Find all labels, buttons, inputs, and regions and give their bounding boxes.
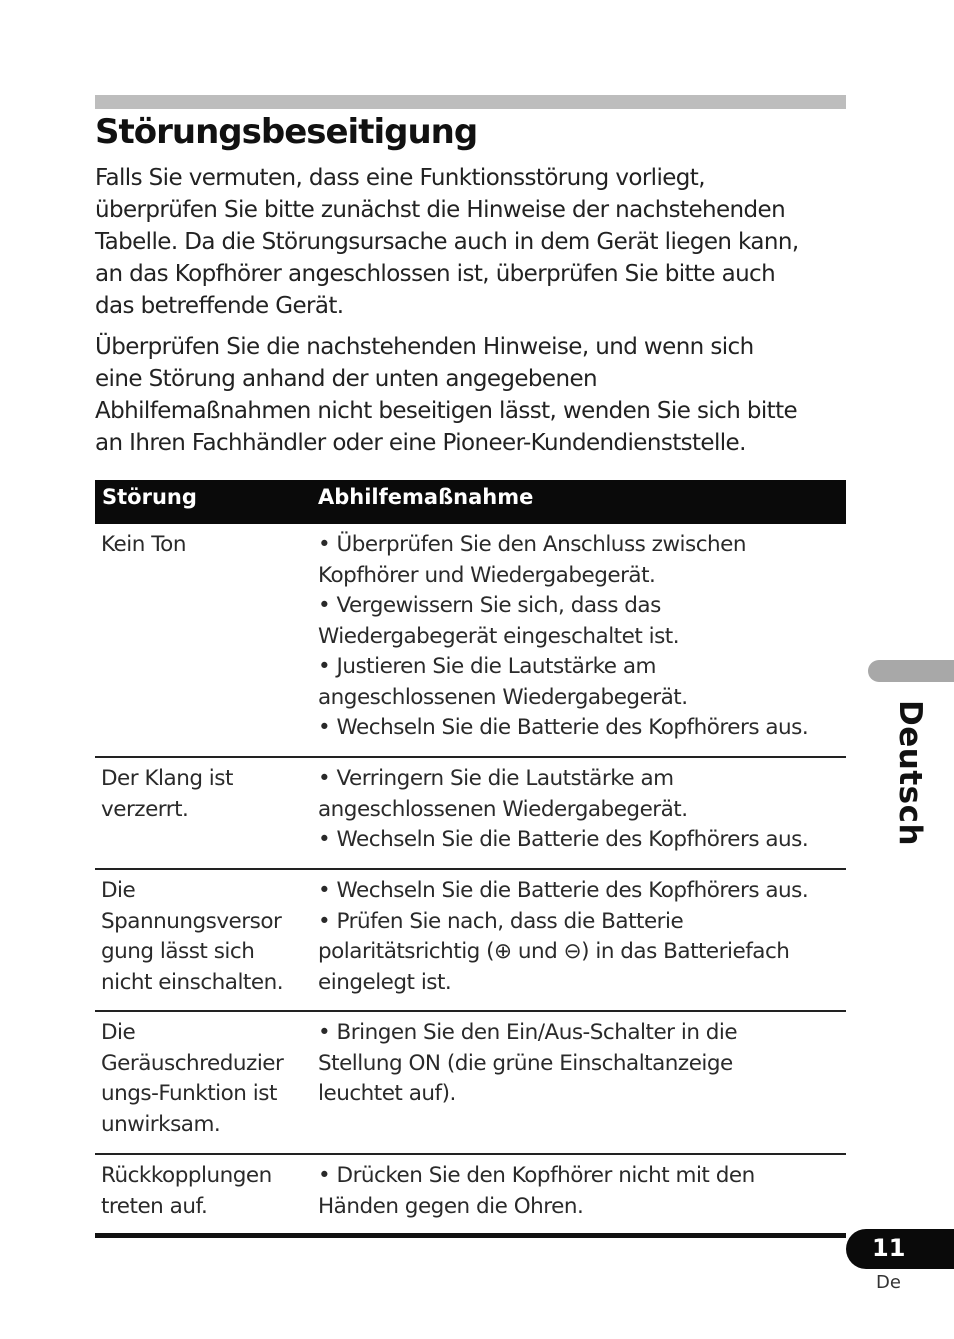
table-row xyxy=(95,1155,846,1238)
intro-line: Abhilfemaßnahmen nicht beseitigen lässt, wenden Sie sich bitte xyxy=(95,398,798,424)
table-row xyxy=(95,1012,846,1155)
cell-line: polaritätsrichtig (⊕ und ⊖) in das Batteriefach xyxy=(318,939,790,964)
page-language-code: De xyxy=(876,1272,901,1293)
cell-line: angeschlossenen Wiedergabegerät. xyxy=(318,684,688,710)
cell-line: Händen gegen die Ohren. xyxy=(318,1193,584,1219)
cell-line: Geräuschreduzier xyxy=(101,1050,284,1076)
cell-line: • Prüfen Sie nach, dass die Batterie xyxy=(318,908,684,934)
cell-line: • Verringern Sie die Lautstärke am xyxy=(318,766,674,791)
table-row xyxy=(95,870,846,1012)
page-title: Störungsbeseitigung xyxy=(95,112,478,152)
cell-line: treten auf. xyxy=(101,1193,208,1219)
remedy-cell xyxy=(318,876,848,998)
cell-line: • Justieren Sie die Lautstärke am xyxy=(318,654,656,679)
cell-line: • Vergewissern Sie sich, dass das xyxy=(318,593,661,618)
intro-line: an das Kopfhörer angeschlossen ist, überprüfen Sie bitte auch xyxy=(95,261,776,287)
problem-cell xyxy=(101,764,306,825)
cell-line: Kopfhörer und Wiedergabegerät. xyxy=(318,562,656,588)
cell-line: Der Klang ist xyxy=(101,766,233,791)
problem-cell xyxy=(101,1018,306,1140)
column-header-problem: Störung xyxy=(102,485,197,509)
remedy-cell xyxy=(318,764,848,856)
cell-line: Stellung ON (die grüne Einschaltanzeige xyxy=(318,1050,733,1076)
troubleshooting-table-header xyxy=(95,480,846,524)
cell-line: • Wechseln Sie die Batterie des Kopfhörers aus. xyxy=(318,715,809,740)
intro-line: Falls Sie vermuten, dass eine Funktionsstörung vorliegt, xyxy=(95,165,705,191)
cell-line: ungs-Funktion ist xyxy=(101,1081,277,1106)
intro-line: an Ihren Fachhändler oder eine Pioneer-Kundendienststelle. xyxy=(95,430,746,456)
cell-line: Die xyxy=(101,1020,136,1045)
cell-line: eingelegt ist. xyxy=(318,969,452,995)
intro-line: überprüfen Sie bitte zunächst die Hinweise der nachstehenden xyxy=(95,197,786,223)
cell-line: Kein Ton xyxy=(101,532,186,557)
intro-line: das betreffende Gerät. xyxy=(95,293,344,319)
intro-line: eine Störung anhand der unten angegebenen xyxy=(95,366,597,392)
cell-line: angeschlossenen Wiedergabegerät. xyxy=(318,796,688,822)
cell-line: Rückkopplungen xyxy=(101,1163,272,1188)
intro-paragraph-2 xyxy=(95,331,850,459)
cell-line: verzerrt. xyxy=(101,796,189,822)
intro-line: Überprüfen Sie die nachstehenden Hinweise, und wenn sich xyxy=(95,334,754,360)
page-number: 11 xyxy=(872,1234,906,1262)
problem-cell xyxy=(101,876,306,998)
intro-line: Tabelle. Da die Störungsursache auch in dem Gerät liegen kann, xyxy=(95,229,799,255)
cell-line: nicht einschalten. xyxy=(101,969,284,995)
remedy-cell xyxy=(318,1018,848,1110)
cell-line: • Wechseln Sie die Batterie des Kopfhörers aus. xyxy=(318,827,809,852)
cell-line: unwirksam. xyxy=(101,1111,221,1137)
table-row xyxy=(95,524,846,758)
language-side-label: Deutsch xyxy=(892,700,928,847)
problem-cell xyxy=(101,530,306,561)
cell-line: • Drücken Sie den Kopfhörer nicht mit den xyxy=(318,1163,755,1188)
cell-line: Die xyxy=(101,878,136,903)
language-tab-marker xyxy=(868,660,954,682)
cell-line: leuchtet auf). xyxy=(318,1081,456,1106)
cell-line: • Überprüfen Sie den Anschluss zwischen xyxy=(318,532,747,557)
page-number-badge xyxy=(846,1229,954,1269)
remedy-cell xyxy=(318,530,848,744)
column-header-remedy: Abhilfemaßnahme xyxy=(318,485,534,509)
remedy-cell xyxy=(318,1161,848,1222)
intro-paragraph-1 xyxy=(95,162,850,322)
cell-line: Wiedergabegerät eingeschaltet ist. xyxy=(318,623,680,649)
section-header-bar xyxy=(95,95,846,109)
cell-line: gung lässt sich xyxy=(101,939,255,964)
cell-line: Spannungsversor xyxy=(101,908,282,934)
problem-cell xyxy=(101,1161,306,1222)
cell-line: • Bringen Sie den Ein/Aus-Schalter in die xyxy=(318,1020,738,1045)
cell-line: • Wechseln Sie die Batterie des Kopfhörers aus. xyxy=(318,878,809,903)
table-row xyxy=(95,758,846,870)
